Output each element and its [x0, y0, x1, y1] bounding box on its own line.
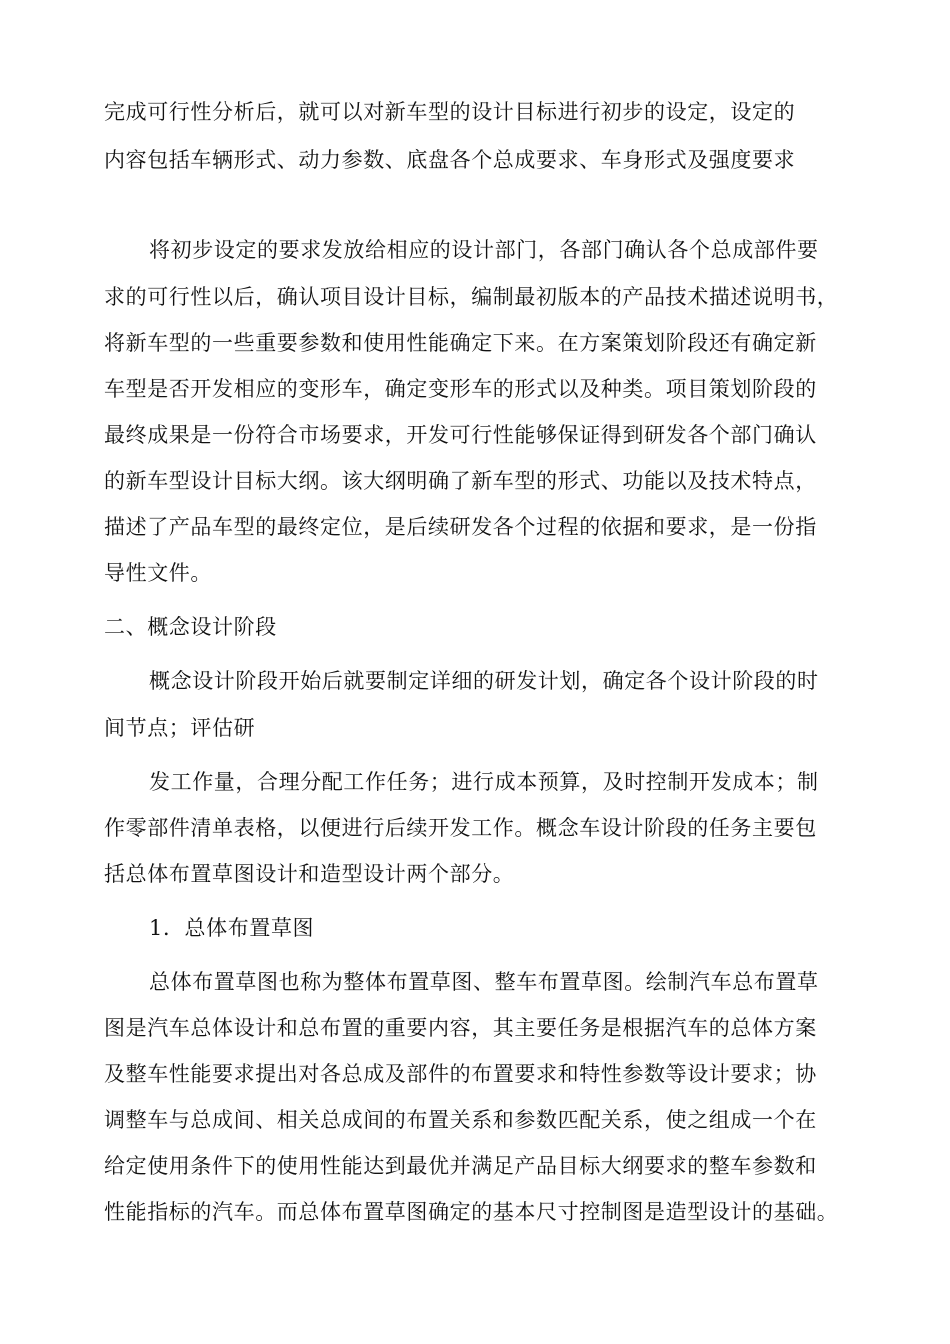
text-line: 及整车性能要求提出对各总成及部件的布置要求和特性参数等设计要求；协 — [104, 1062, 817, 1086]
text-line: 车型是否开发相应的变形车，确定变形车的形式以及种类。项目策划阶段的 — [104, 377, 817, 401]
text-line: 间节点；评估研 — [104, 716, 256, 740]
text-line: 总体布置草图也称为整体布置草图、整车布置草图。绘制汽车总布置草 — [149, 970, 819, 994]
text-line: 调整车与总成间、相关总成间的布置关系和参数匹配关系，使之组成一个在 — [104, 1108, 817, 1132]
text-line: 将初步设定的要求发放给相应的设计部门，各部门确认各个总成部件要 — [149, 238, 819, 262]
text-line: 求的可行性以后，确认项目设计目标，编制最初版本的产品技术描述说明书， — [104, 285, 839, 309]
text-line: 描述了产品车型的最终定位，是后续研发各个过程的依据和要求，是一份指 — [104, 515, 817, 539]
text-line: 的新车型设计目标大纲。该大纲明确了新车型的形式、功能以及技术特点， — [104, 469, 817, 493]
text-line: 给定使用条件下的使用性能达到最优并满足产品目标大纲要求的整车参数和 — [104, 1154, 817, 1178]
text-line: 发工作量，合理分配工作任务；进行成本预算，及时控制开发成本；制 — [149, 770, 819, 794]
subsection-heading: 1．总体布置草图 — [149, 916, 315, 940]
text-line: 图是汽车总体设计和总布置的重要内容，其主要任务是根据汽车的总体方案 — [104, 1016, 817, 1040]
text-line: 导性文件。 — [104, 561, 212, 585]
text-line: 括总体布置草图设计和造型设计两个部分。 — [104, 862, 515, 886]
text-line: 最终成果是一份符合市场要求，开发可行性能够保证得到研发各个部门确认 — [104, 423, 817, 447]
section-heading: 二、概念设计阶段 — [104, 615, 277, 639]
text-line: 作零部件清单表格，以便进行后续开发工作。概念车设计阶段的任务主要包 — [104, 816, 817, 840]
text-line: 将新车型的一些重要参数和使用性能确定下来。在方案策划阶段还有确定新 — [104, 331, 817, 355]
text-line: 内容包括车辆形式、动力参数、底盘各个总成要求、车身形式及强度要求 — [104, 148, 796, 172]
text-line: 性能指标的汽车。而总体布置草图确定的基本尺寸控制图是造型设计的基础。 — [104, 1200, 839, 1224]
text-line: 概念设计阶段开始后就要制定详细的研发计划，确定各个设计阶段的时 — [149, 669, 819, 693]
text-line: 完成可行性分析后，就可以对新车型的设计目标进行初步的设定，设定的 — [104, 100, 796, 124]
